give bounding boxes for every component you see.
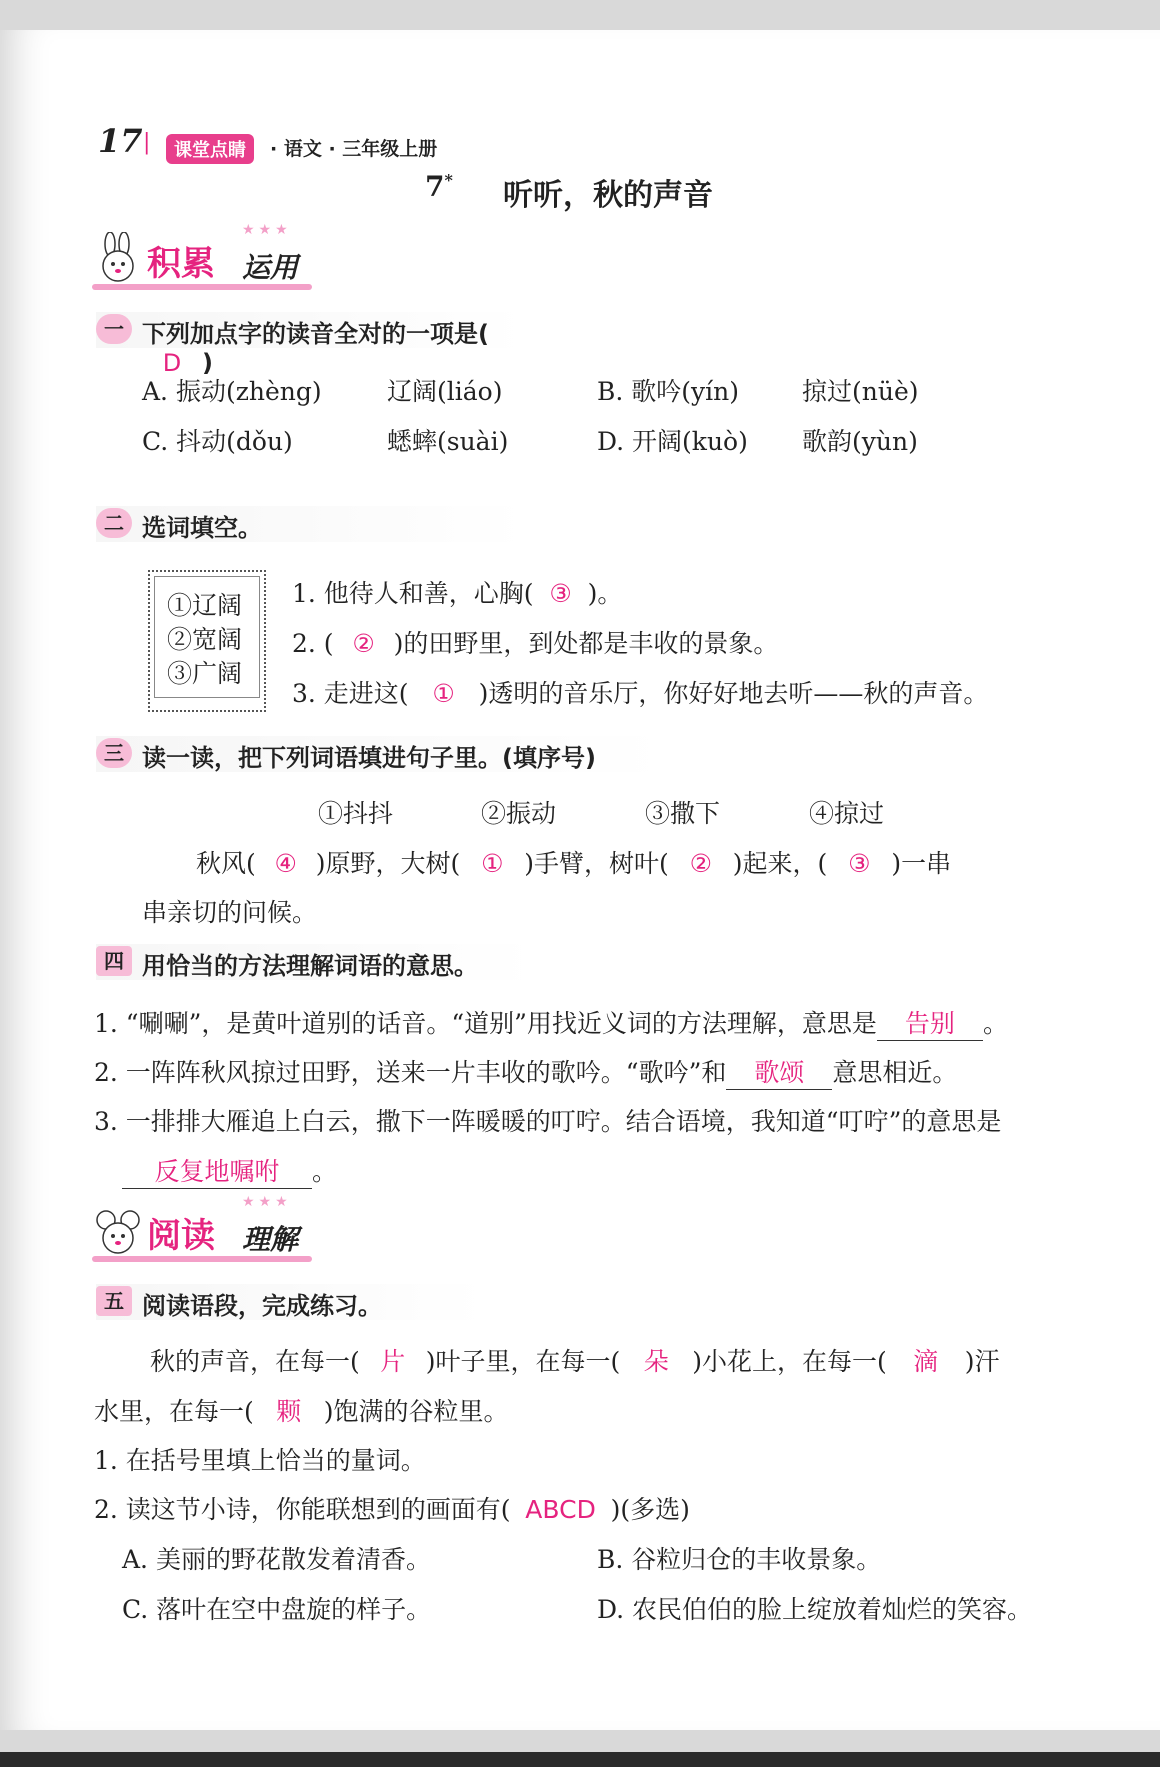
word-item: ③广阔 <box>167 659 243 688</box>
rating-stars: ★★★ <box>242 1194 292 1210</box>
question-prompt: 阅读语段，完成练习。 <box>142 1292 382 1320</box>
fill-line-2: 2. ( ② )的田野里，到处都是丰收的景象。 <box>292 629 779 658</box>
option-2b: 蟋蟀(suài) <box>387 427 509 456</box>
section-banner-reading <box>92 1194 322 1270</box>
choice-c: C. 落叶在空中盘旋的样子。 <box>122 1595 432 1624</box>
poem-line-1: 秋的声音，在每一( 片 )叶子里，在每一( 朵 )小花上，在每一( 滴 )汗 <box>150 1342 1000 1378</box>
option-2d: 歌韵(yùn) <box>802 427 918 456</box>
answer: ③ <box>549 579 572 608</box>
section-title-b: 理解 <box>242 1223 299 1256</box>
question-number: 二 <box>96 508 132 538</box>
meaning-line-2: 2. 一阵阵秋风掠过田野，送来一片丰收的歌吟。“歌吟”和 歌颂 意思相近。 <box>94 1053 957 1090</box>
answer: 朵 <box>643 1347 669 1376</box>
bottom-bar <box>0 1752 1160 1767</box>
fill-line-3: 3. 走进这( ① )透明的音乐厅，你好好地去听——秋的声音。 <box>292 679 989 708</box>
option-1b: 辽阔(liáo) <box>387 377 503 406</box>
word-item: ①辽阔 <box>167 591 243 620</box>
answer: 反复地嘱咐 <box>122 1152 312 1189</box>
answer: ② <box>352 629 375 658</box>
word-4: ④掠过 <box>809 799 885 828</box>
answer: 颗 <box>276 1397 302 1426</box>
answer: 歌颂 <box>726 1053 832 1090</box>
question-prompt: 下列加点字的读音全对的一项是(D ) <box>142 320 489 377</box>
answer: D <box>162 349 182 377</box>
question-prompt: 用恰当的方法理解词语的意思。 <box>142 952 478 980</box>
question-heading-1 <box>96 312 526 377</box>
option-2a: C. 抖动(dǒu) <box>142 427 293 456</box>
meaning-line-3: 3. 一排排大雁追上白云，撒下一阵暖暖的叮咛。结合语境，我知道“叮咛”的意思是 <box>94 1107 1002 1136</box>
lesson-number: 7* <box>425 170 453 203</box>
brand-badge: 课堂点睛 <box>166 134 254 164</box>
word-list <box>155 577 259 693</box>
answer: ABCD <box>525 1495 596 1524</box>
page-number: 17 <box>98 122 143 160</box>
answer: 片 <box>380 1347 406 1376</box>
banner-underline <box>92 284 312 290</box>
question-prompt: 选词填空。 <box>142 514 262 542</box>
choice-a: A. 美丽的野花散发着清香。 <box>122 1545 431 1574</box>
mouse-icon <box>94 1206 144 1260</box>
option-1c: B. 歌吟(yín) <box>597 377 739 406</box>
rabbit-icon <box>94 232 142 288</box>
rating-stars: ★★★ <box>242 222 292 238</box>
fill-sentence: 秋风( ④ )原野，大树( ① )手臂，树叶( ② )起来，( ③ )一串 <box>196 849 952 878</box>
question-number: 五 <box>96 1286 132 1316</box>
workbook-page <box>0 30 1160 1730</box>
question-prompt: 读一读，把下列词语填进句子里。(填序号) <box>142 744 596 772</box>
choice-d: D. 农民伯伯的脸上绽放着灿烂的笑容。 <box>597 1595 1033 1624</box>
sub-question-1: 1. 在括号里填上恰当的量词。 <box>94 1446 426 1475</box>
poem-line-2: 水里，在每一( 颗 )饱满的谷粒里。 <box>94 1392 509 1428</box>
question-heading-3 <box>96 736 666 772</box>
section-title-b: 运用 <box>242 251 299 284</box>
answer: ② <box>689 849 712 878</box>
word-choice-box <box>148 570 266 712</box>
section-banner-accumulate <box>92 222 322 298</box>
question-number: 三 <box>96 738 132 768</box>
fill-sentence-cont: 串亲切的问候。 <box>142 898 318 927</box>
answer: 滴 <box>913 1347 939 1376</box>
lesson-title: 听听，秋的声音 <box>503 178 713 213</box>
meaning-line-1: 1. “唰唰”，是黄叶道别的话音。“道别”用找近义词的方法理解，意思是 告别 。 <box>94 1004 1008 1041</box>
word-3: ③撒下 <box>645 799 721 828</box>
fill-line-1: 1. 他待人和善，心胸( ③ )。 <box>292 579 623 608</box>
section-title-a: 积累 <box>147 244 215 284</box>
header-separator: | <box>143 130 151 155</box>
answer: ④ <box>274 849 297 878</box>
answer: ① <box>432 679 455 708</box>
question-number: 四 <box>96 946 132 976</box>
choice-b: B. 谷粒归仓的丰收景象。 <box>597 1545 882 1574</box>
question-number: 一 <box>96 314 132 344</box>
option-2c: D. 开阔(kuò) <box>597 427 748 456</box>
book-title: · 语文 · 三年级上册 <box>270 138 438 160</box>
option-1a: A. 振动(zhèng) <box>142 377 322 406</box>
banner-underline <box>92 1256 312 1262</box>
option-1d: 掠过(nüè) <box>802 377 919 406</box>
word-1: ①抖抖 <box>318 799 394 828</box>
question-heading-5 <box>96 1284 486 1320</box>
section-title-a: 阅读 <box>147 1216 215 1256</box>
sub-question-2: 2. 读这节小诗，你能联想到的画面有( ABCD )(多选) <box>94 1495 690 1524</box>
word-2: ②振动 <box>481 799 557 828</box>
meaning-line-3-answer: 反复地嘱咐 。 <box>122 1152 337 1189</box>
question-heading-4 <box>96 944 536 980</box>
word-item: ②宽阔 <box>167 625 243 654</box>
question-heading-2 <box>96 506 526 542</box>
answer: ① <box>481 849 504 878</box>
answer: ③ <box>848 849 871 878</box>
answer: 告别 <box>877 1004 983 1041</box>
